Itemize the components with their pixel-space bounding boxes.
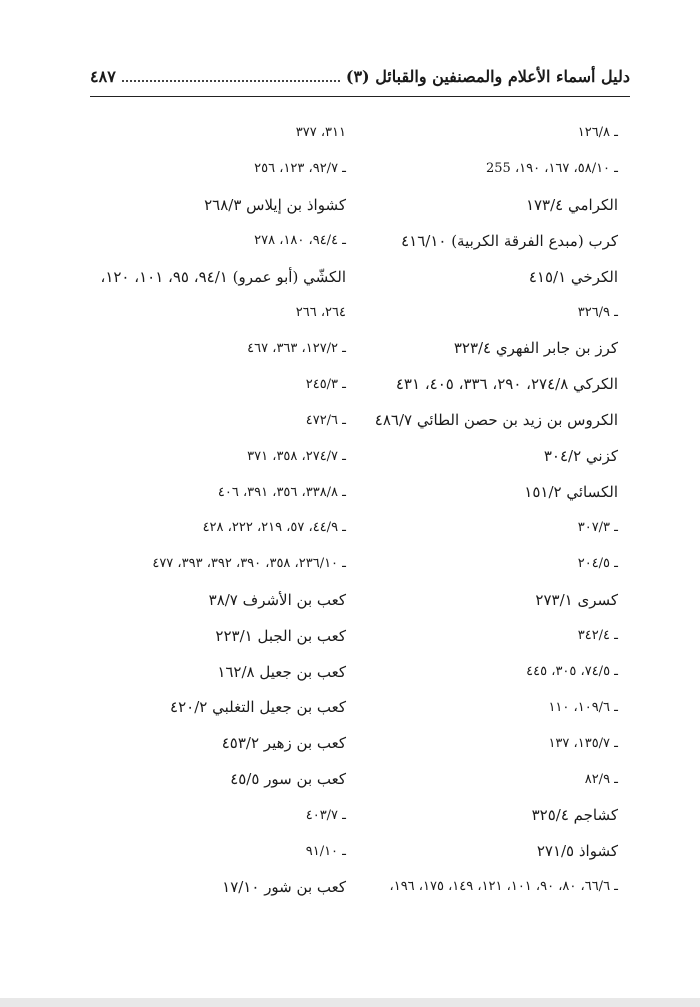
index-entry-name: كعب بن شور ١٧/١٠	[222, 877, 346, 896]
index-entry-name: كعب بن جعيل ١٦٢/٨	[217, 662, 346, 681]
index-entry-name: كعب بن الجبل ٢٢٣/١	[215, 626, 346, 645]
index-entry-name: كشواذ ٢٧١/٥	[536, 842, 618, 861]
index-entry-name: كعب بن جعيل التغلبي ٤٢٠/٢	[170, 698, 346, 717]
index-entry-name: الكسائي ١٥١/٢	[524, 483, 618, 502]
index-reference-line: ـ ٩١/١٠	[305, 843, 346, 859]
index-entry-name: كرب (مبدع الفرقة الكربية) ٤١٦/١٠	[401, 231, 618, 250]
header-title: دليل أسماء الأعلام والمصنفين والقبائل (٣)	[345, 66, 630, 86]
index-entry-name: كزني ٣٠٤/٢	[543, 447, 618, 466]
page-bottom-edge	[0, 998, 700, 1007]
page-header	[90, 56, 630, 97]
index-entry-name: الكروس بن زيد بن حصن الطائي ٤٨٦/٧	[374, 411, 618, 430]
index-entry-name: كشواذ بن إيلاس ٢٦٨/٣	[204, 195, 346, 214]
index-reference-line: ـ ٤٧٢/٦	[305, 412, 346, 428]
index-reference-line: ـ ١٣٥/٧، ١٣٧	[548, 735, 618, 751]
index-reference-line: ـ ٩٢/٧، ١٢٣، ٢٥٦	[254, 161, 346, 177]
index-column-right	[370, 115, 618, 905]
index-reference-line: ٣١١، ٣٧٧	[295, 125, 346, 141]
index-reference-line: ـ ٢٣٦/١٠، ٣٥٨، ٣٩٠، ٣٩٢، ٣٩٣، ٤٧٧	[152, 556, 346, 572]
index-entry-name: الكشّي (أبو عمرو) ٩٤/١، ٩٥، ١٠١، ١٢٠،	[100, 267, 346, 286]
index-reference-line: ـ ٣٣٨/٨، ٣٥٦، ٣٩١، ٤٠٦	[217, 484, 346, 500]
index-reference-line: ـ ٦٦/٦، ٨٠، ٩٠، ١٠١، ١٢١، ١٤٩، ١٧٥، ١٩٦،	[389, 879, 618, 895]
index-reference-line: ـ ١٢٦/٨	[577, 125, 618, 141]
index-entry-name: كعب بن الأشرف ٣٨/٧	[208, 590, 346, 609]
index-reference-line: ـ ٩٤/٤، ١٨٠، ٢٧٨	[254, 233, 346, 249]
index-reference-line: ـ ٤٠٣/٧	[305, 807, 346, 823]
index-reference-line: ـ ٢٠٤/٥	[577, 556, 618, 572]
index-reference-line: ـ ٤٤/٩، ٥٧، ٢١٩، ٢٢٢، ٤٢٨	[202, 520, 346, 536]
index-entry-name: كشاجم ٣٢٥/٤	[531, 806, 618, 825]
page-number: ٤٨٧	[90, 66, 116, 86]
index-reference-line: ٢٦٤، ٢٦٦	[295, 304, 346, 320]
index-entry-name: كعب بن سور ٤٥/٥	[230, 770, 346, 789]
index-reference-line: ـ ٥٨/١٠، ١٦٧، ١٩٠، 255	[486, 161, 618, 177]
index-entry-name: الكرامي ١٧٣/٤	[525, 195, 618, 214]
index-reference-line: ـ ٨٢/٩	[584, 771, 618, 787]
index-reference-line: ـ ٢٤٥/٣	[305, 376, 346, 392]
index-column-left	[96, 115, 346, 905]
index-entry-name: الكرخي ٤١٥/١	[528, 267, 618, 286]
index-reference-line: ـ ٣٠٧/٣	[577, 520, 618, 536]
index-reference-line: ـ ٣٤٢/٤	[577, 628, 618, 644]
index-entry-name: كرز بن جابر الفهري ٣٢٣/٤	[453, 339, 618, 358]
header-dot-leader	[122, 70, 340, 82]
index-reference-line: ـ ١٢٧/٢، ٣٦٣، ٤٦٧	[247, 340, 346, 356]
index-reference-line: ـ ٣٢٦/٩	[577, 304, 618, 320]
index-entry-name: الكركي ٢٧٤/٨، ٢٩٠، ٣٣٦، ٤٠٥، ٤٣١	[395, 375, 618, 394]
index-reference-line: ـ ١٠٩/٦، ١١٠	[548, 699, 618, 715]
index-entry-name: كعب بن زهير ٤٥٣/٢	[221, 734, 346, 753]
index-reference-line: ـ ٢٧٤/٧، ٣٥٨، ٣٧١	[247, 448, 346, 464]
index-reference-line: ـ ٧٤/٥، ٣٠٥، ٤٤٥	[526, 664, 618, 680]
index-entry-name: كسرى ٢٧٣/١	[535, 590, 618, 609]
